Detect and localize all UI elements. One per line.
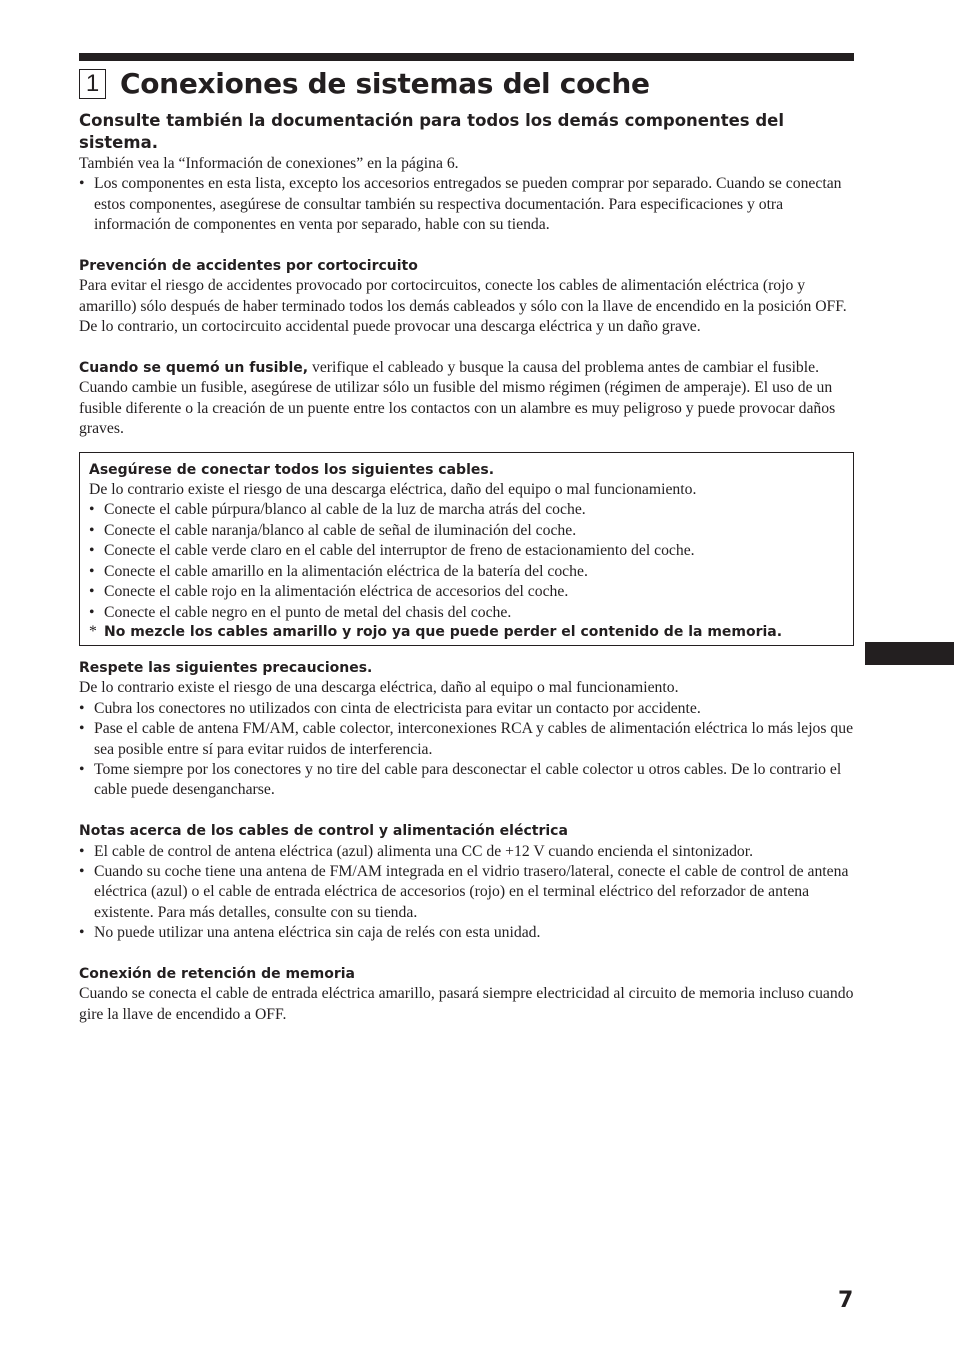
memory-text: Cuando se conecta el cable de entrada eléctrica amarillo, pasará siempre electricidad al circuito de memoria incluso cuando gire la llave de encendido a OFF. (79, 985, 854, 1023)
fuse-text: verifique el cableado y busque la causa del problema antes de cambiar el fusible. (308, 359, 820, 377)
bullet-icon: • (79, 842, 85, 860)
list-item-text: No puede utilizar una antena eléctrica sin caja de relés con esta unidad. (94, 924, 541, 942)
bullet-icon: • (89, 501, 95, 519)
bullet-icon: • (79, 175, 85, 193)
list-item-text: Conecte el cable verde claro en el cable del interruptor de freno de estacionamiento del coche. (104, 542, 695, 560)
precautions-section (79, 658, 854, 801)
bullet-icon: • (89, 562, 95, 580)
precautions-text: De lo contrario existe el riesgo de una descarga eléctrica, daño al equipo o mal funcionamiento. (79, 679, 679, 697)
bullet-icon: • (79, 862, 85, 880)
intro-heading: Consulte también la documentación para todos los demás componentes del sistema. (79, 111, 785, 152)
intro-list (79, 174, 854, 235)
bullet-icon: • (79, 760, 85, 778)
prevention-heading: Prevención de accidentes por cortocircuito (79, 258, 418, 275)
list-item (79, 699, 854, 719)
memory-warning-note (89, 623, 844, 641)
box-list (89, 500, 844, 622)
list-item (79, 719, 854, 760)
section-thumb-tab (865, 642, 954, 665)
section-header (79, 67, 650, 100)
memory-section (79, 964, 854, 1025)
bullet-icon: • (79, 699, 85, 717)
list-item (79, 862, 854, 923)
list-item-text: Tome siempre por los conectores y no tire del cable para desconectar el cable colector u otros cables. De lo contrario el cable puede desengancharse. (94, 760, 842, 799)
list-item (89, 562, 844, 582)
top-rule (79, 53, 854, 61)
bullet-icon: • (79, 924, 85, 942)
fuse-lead: Cuando se quemó un fusible, (79, 360, 309, 377)
precautions-list (79, 699, 854, 801)
control-notes-section (79, 821, 854, 943)
list-item (89, 521, 844, 541)
bullet-icon: • (79, 720, 85, 738)
prevention-section (79, 256, 854, 338)
list-item (79, 760, 854, 801)
bullet-icon: • (89, 603, 95, 621)
list-item-text: Conecte el cable amarillo en la alimentación eléctrica de la batería del coche. (104, 562, 588, 580)
list-item-text: Cuando su coche tiene una antena de FM/AM integrada en el vidrio trasero/lateral, conecte el cable de control de antena eléctrica (azul) o el cable de entrada eléctrica de accesorios (rojo) en el terminal eléctrico del reforzador de antena existente. Para más detalles, consulte con su tienda. (94, 862, 849, 921)
bullet-icon: • (89, 521, 95, 539)
precautions-heading: Respete las siguientes precauciones. (79, 659, 373, 676)
memory-warning-text: No mezcle los cables amarillo y rojo ya que puede perder el contenido de la memoria. (104, 623, 783, 640)
main-content (79, 110, 854, 1025)
required-connections-box (79, 452, 854, 646)
intro-section (79, 110, 854, 236)
list-item-text: Conecte el cable rojo en la alimentación eléctrica de accesorios del coche. (104, 583, 569, 601)
intro-text: También vea la “Información de conexiones” en la página 6. (79, 155, 459, 172)
fuse-paragraph (79, 358, 854, 378)
box-text: De lo contrario existe el riesgo de una descarga eléctrica, daño del equipo o mal funcionamiento. (89, 481, 697, 499)
list-item-text: Conecte el cable negro en el punto de metal del chasis del coche. (104, 603, 512, 621)
control-notes-list (79, 842, 854, 944)
list-item-text: Cubra los conectores no utilizados con cinta de electricista para evitar un contacto por accidente. (94, 699, 701, 717)
prevention-text: Para evitar el riesgo de accidentes provocado por cortocircuitos, conecte los cables de alimentación eléctrica (rojo y amarillo) sólo después de haber terminado todos los demás cableados y sólo con la llave de encendido en la posición OFF. (79, 277, 847, 315)
list-item (79, 842, 854, 862)
page-number: 7 (838, 1288, 854, 1313)
list-item (89, 603, 844, 623)
list-item-text: Los componentes en esta lista, excepto los accesorios entregados se pueden comprar por separado. Cuando se conectan estos componentes, asegúrese de consultar también su respectiva documentación. Para especificaciones y otra información de componentes en venta por separado, hable con su tienda. (94, 175, 842, 234)
list-item-text: Conecte el cable naranja/blanco al cable de señal de iluminación del coche. (104, 521, 577, 539)
box-heading: Asegúrese de conectar todos los siguientes cables. (89, 461, 495, 478)
list-item-text: El cable de control de antena eléctrica (azul) alimenta una CC de +12 V cuando encienda el sintonizador. (94, 842, 754, 860)
section-number-box: 1 (79, 69, 106, 99)
list-item (89, 541, 844, 561)
list-item (79, 174, 854, 235)
asterisk-icon: * (89, 622, 97, 640)
control-notes-heading: Notas acerca de los cables de control y alimentación eléctrica (79, 823, 568, 840)
list-item-text: Conecte el cable púrpura/blanco al cable de la luz de marcha atrás del coche. (104, 501, 586, 519)
prevention-warning: De lo contrario, un cortocircuito accidental puede provocar una descarga eléctrica y un daño grave. (79, 318, 701, 336)
memory-heading: Conexión de retención de memoria (79, 965, 355, 982)
list-item (89, 500, 844, 520)
list-item (89, 582, 844, 602)
fuse-replace-text: Cuando cambie un fusible, asegúrese de utilizar sólo un fusible del mismo régimen (régimen de amperaje). El uso de un fusible diferente o la creación de un puente entre los contactos con un alambre es muy peligroso y puede provocar daños graves. (79, 379, 836, 438)
bullet-icon: • (89, 542, 95, 560)
fuse-section (79, 358, 854, 440)
list-item (79, 923, 854, 943)
page-title: Conexiones de sistemas del coche (120, 67, 650, 100)
list-item-text: Pase el cable de antena FM/AM, cable colector, interconexiones RCA y cables de alimentación eléctrica lo más lejos que sea posible entre sí para evitar ruidos de interferencia. (94, 720, 854, 758)
bullet-icon: • (89, 583, 95, 601)
